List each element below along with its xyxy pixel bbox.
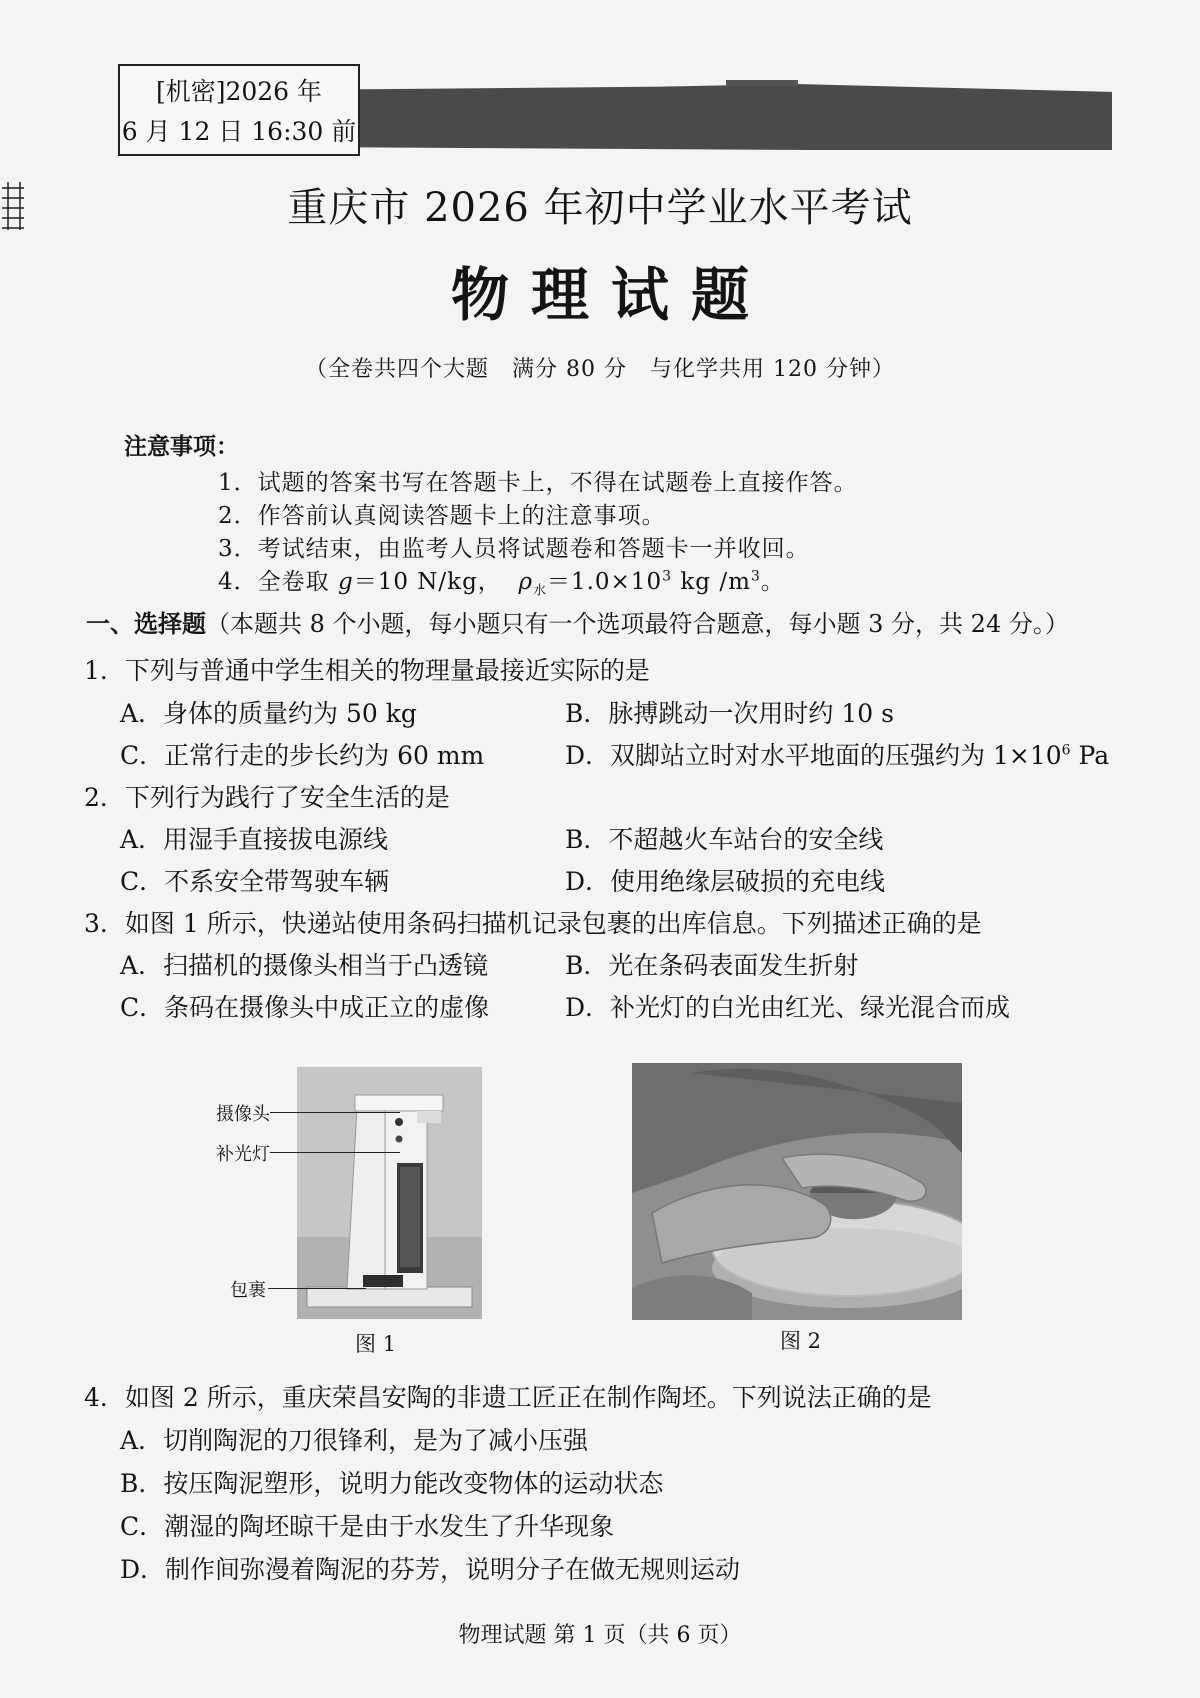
question-4-option-d: D．制作间弥漫着陶泥的芬芳，说明分子在做无规则运动 [120,1555,741,1584]
subject-title: 物理试题 [450,261,771,329]
rho-symbol: ρ [518,569,533,595]
figure-1-package-leader [268,1288,366,1289]
question-4-option-c: C．潮湿的陶坯晾干是由于水发生了升华现象 [120,1512,615,1541]
question-4-stem: 4．如图 2 所示，重庆荣昌安陶的非遗工匠正在制作陶坯。下列说法正确的是 [84,1383,932,1412]
question-2-option-d: D．使用绝缘层破损的充电线 [565,867,886,896]
figure-1-light-leader [270,1152,400,1153]
question-4-option-b: B．按压陶泥塑形，说明力能改变物体的运动状态 [120,1469,664,1498]
question-3-option-d: D．补光灯的白光由红光、绿光混合而成 [565,993,1011,1022]
rho-exponent: 3 [662,568,673,585]
question-1-option-d-text: D．双脚站立时对水平地面的压强约为 1×10 [565,741,1062,770]
question-1-option-c: C．正常行走的步长约为 60 mm [120,741,485,770]
notice-heading: 注意事项： [124,433,239,460]
notice-item-1: 1．试题的答案书写在答题卡上，不得在试题卷上直接作答。 [218,470,858,496]
question-1-option-a: A．身体的质量约为 50 kg [120,699,417,728]
confidential-box [118,64,360,156]
rho-value: ＝1.0×10 [546,569,663,595]
figure-1-caption: 图 1 [355,1332,397,1356]
rho-unit-exponent: 3 [750,568,761,585]
rho-end: 。 [760,569,785,595]
notice-item-2: 2．作答前认真阅读答题卡上的注意事项。 [218,503,666,529]
section-one-header [86,604,1069,639]
redaction-tab [726,80,798,86]
notice-item-4-prefix: 4．全卷取 [218,569,338,595]
question-4-option-a: A．切削陶泥的刀很锋利，是为了减小压强 [120,1426,589,1455]
question-1-option-d [565,736,1109,772]
figure-1-light-label: 补光灯 [216,1144,270,1165]
question-3-option-b: B．光在条码表面发生折射 [565,951,859,980]
figure-1-camera-label: 摄像头 [216,1104,270,1125]
confidential-line-2: 6 月 12 日 16:30 前 [121,117,357,146]
section-one-title: 一、选择题 [86,609,206,638]
question-3-option-c: C．条码在摄像头中成正立的虚像 [120,993,490,1022]
question-3-stem: 3．如图 1 所示，快递站使用条码扫描机记录包裹的出库信息。下列描述正确的是 [84,909,982,938]
figure-1-camera-leader [270,1112,400,1113]
question-2-option-b: B．不超越火车站台的安全线 [565,825,884,854]
figure-1-package-label: 包裹 [230,1280,266,1301]
question-2-option-a: A．用湿手直接拔电源线 [120,825,389,854]
scanner-illustration [297,1067,482,1319]
question-1-option-d-unit: Pa [1070,741,1110,770]
exam-title: 重庆市 2026 年初中学业水平考试 [287,185,913,231]
figure-1-scanner-image [297,1067,482,1319]
question-3-option-a: A．扫描机的摄像头相当于凸透镜 [120,951,489,980]
g-symbol: g [337,569,354,595]
exam-info: （全卷共四个大题 满分 80 分 与化学共用 120 分钟） [305,357,895,382]
question-1-option-d-exp: 6 [1061,742,1071,759]
pottery-illustration [632,1063,962,1320]
confidential-line-1: [机密]2026 年 [155,77,323,106]
question-1-option-b: B．脉搏跳动一次用时约 10 s [565,699,894,728]
rho-subscript: 水 [532,583,547,599]
notice-item-4 [218,563,785,599]
notice-item-3: 3．考试结束，由监考人员将试题卷和答题卡一并收回。 [218,536,810,562]
section-one-desc: （本题共 8 个小题，每小题只有一个选项最符合题意，每小题 3 分，共 24 分。） [206,610,1069,638]
figure-2-caption: 图 2 [780,1329,822,1353]
g-value: ＝10 N/kg， [353,569,502,595]
redaction-bar [360,84,1112,150]
figure-2-pottery-image [632,1063,962,1320]
question-2-stem: 2．下列行为践行了安全生活的是 [84,783,450,812]
question-2-option-c: C．不系安全带驾驶车辆 [120,867,390,896]
question-1-stem: 1．下列与普通中学生相关的物理量最接近实际的是 [84,656,650,685]
page-footer: 物理试题 第 1 页（共 6 页） [458,1623,742,1648]
rho-unit: kg /m [672,569,751,595]
